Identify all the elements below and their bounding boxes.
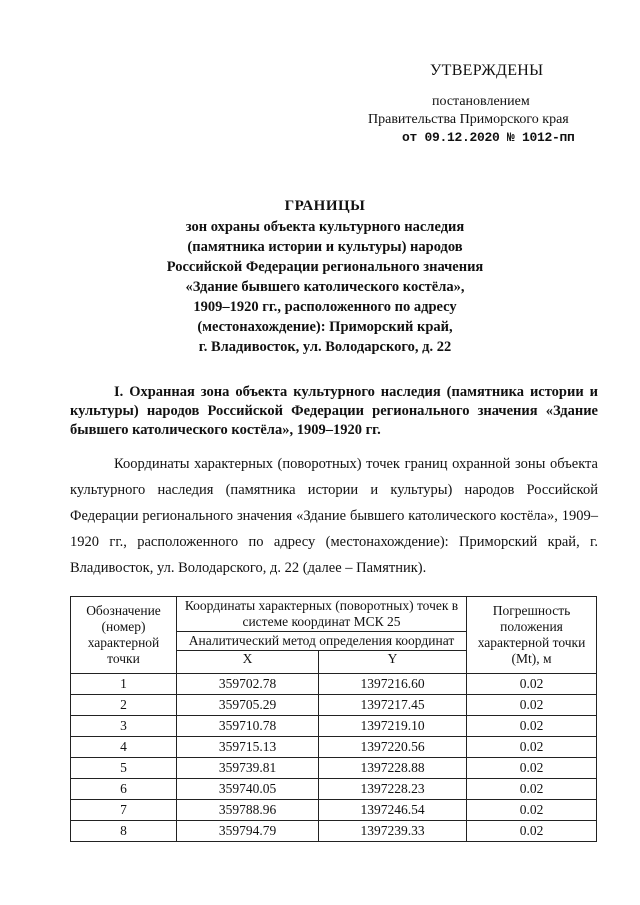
decree-date: от 09.12.2020 № 1012-пп [402, 130, 575, 145]
document-title [130, 196, 520, 357]
cell-x: 359788.96 [177, 800, 319, 821]
header-coordinates: Координаты характерных (поворотных) точек в системе координат МСК 25 [177, 597, 467, 632]
cell-error: 0.02 [467, 737, 597, 758]
decree-line-1: постановлением [432, 94, 530, 109]
cell-error: 0.02 [467, 716, 597, 737]
header-x: X [177, 651, 319, 674]
table-row [71, 695, 597, 716]
cell-point: 7 [71, 800, 177, 821]
header-point-number: Обозначение (номер) характерной точки [71, 597, 177, 674]
cell-error: 0.02 [467, 674, 597, 695]
coordinates-paragraph: Координаты характерных (поворотных) точек границ охранной зоны объекта культурного наследия (памятника истории и культуры) народов Российской Федерации регионального значения «Здание бывшего католического костёла», 1909–1920 гг., расположенного по адресу (местонахождение): Приморский край, г. Владивосток, ул. Володарского, д. 22 (далее – Памятник). [70, 456, 598, 576]
header-method: Аналитический метод определения координат [177, 632, 467, 651]
table-row [71, 674, 597, 695]
cell-x: 359739.81 [177, 758, 319, 779]
header-error: Погрешность положения характерной точки (Mt), м [467, 597, 597, 674]
cell-x: 359740.05 [177, 779, 319, 800]
table-body [71, 674, 597, 842]
cell-x: 359702.78 [177, 674, 319, 695]
cell-y: 1397246.54 [319, 800, 467, 821]
cell-error: 0.02 [467, 695, 597, 716]
cell-y: 1397216.60 [319, 674, 467, 695]
coordinates-table [70, 596, 597, 842]
title-line: «Здание бывшего католического костёла», [185, 279, 465, 295]
table-row [71, 758, 597, 779]
title-line: 1909–1920 гг., расположенного по адресу [193, 299, 457, 315]
title-line: зон охраны объекта культурного наследия [185, 219, 465, 235]
table-row [71, 800, 597, 821]
cell-y: 1397220.56 [319, 737, 467, 758]
cell-error: 0.02 [467, 800, 597, 821]
decree-line-2: Правительства Приморского края [368, 112, 569, 127]
cell-y: 1397217.45 [319, 695, 467, 716]
approved-label: УТВЕРЖДЕНЫ [430, 62, 544, 79]
cell-y: 1397219.10 [319, 716, 467, 737]
table-row [71, 779, 597, 800]
cell-error: 0.02 [467, 821, 597, 842]
section-heading: I. Охранная зона объекта культурного наследия (памятника истории и культуры) народов Российской Федерации регионального значения «Здание бывшего католического костёла», 1909–1920 гг. [70, 384, 598, 438]
cell-y: 1397239.33 [319, 821, 467, 842]
table-row [71, 737, 597, 758]
cell-point: 5 [71, 758, 177, 779]
cell-x: 359705.29 [177, 695, 319, 716]
cell-x: 359710.78 [177, 716, 319, 737]
cell-y: 1397228.23 [319, 779, 467, 800]
cell-y: 1397228.88 [319, 758, 467, 779]
cell-x: 359715.13 [177, 737, 319, 758]
cell-point: 2 [71, 695, 177, 716]
title-line: Российской Федерации регионального значения [166, 259, 484, 275]
cell-point: 3 [71, 716, 177, 737]
title-main: ГРАНИЦЫ [284, 198, 366, 214]
header-y: Y [319, 651, 467, 674]
cell-point: 8 [71, 821, 177, 842]
title-line: г. Владивосток, ул. Володарского, д. 22 [198, 339, 452, 355]
title-line: (памятника истории и культуры) народов [187, 239, 463, 255]
cell-x: 359794.79 [177, 821, 319, 842]
cell-point: 4 [71, 737, 177, 758]
cell-error: 0.02 [467, 779, 597, 800]
cell-point: 1 [71, 674, 177, 695]
table-row [71, 821, 597, 842]
title-line: (местонахождение): Приморский край, [197, 319, 453, 335]
cell-error: 0.02 [467, 758, 597, 779]
cell-point: 6 [71, 779, 177, 800]
table-row [71, 716, 597, 737]
